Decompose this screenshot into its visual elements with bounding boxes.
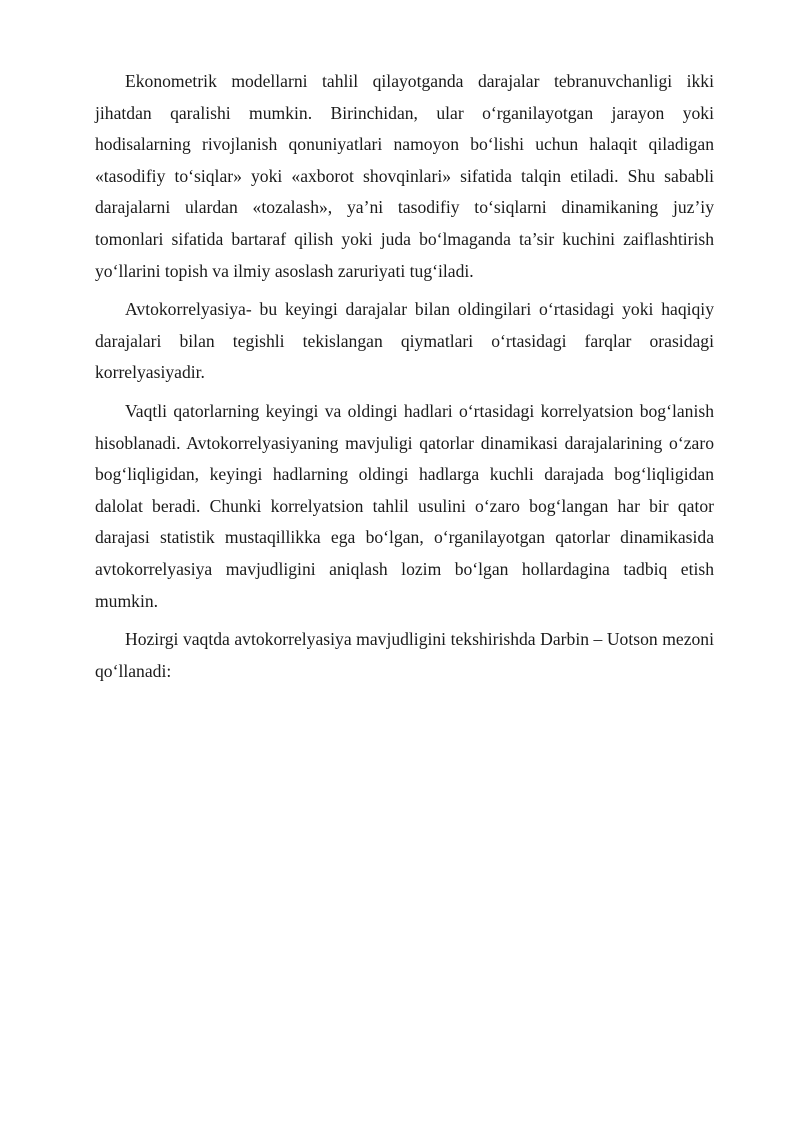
paragraph-2: Avtokorrelyasiya- bu keyingi darajalar bilan oldingilari o‘rtasidagi yoki haqiqiy darajalari bilan tegishli tekislangan qiymatlari o‘rtasidagi farqlar orasidagi korrelyasiyadir. [95, 299, 714, 383]
paragraph-4: Hozirgi vaqtda avtokorrelyasiya mavjudligini tekshirishda Darbin – Uotson mezoni qo‘llanadi: [95, 629, 714, 681]
document-page [95, 66, 714, 694]
paragraph-3: Vaqtli qatorlarning keyingi va oldingi hadlari o‘rtasidagi korrelyatsion bog‘lanish hisoblanadi. Avtokorrelyasiyaning mavjuligi qatorlar dinamikasi darajalarining o‘zaro bog‘liqligidan, keyingi hadlarning oldingi hadlarga kuchli darajada bog‘liqligidan dalolat beradi. Chunki korrelyatsion tahlil usulini o‘zaro bog‘langan har bir qator darajasi statistik mustaqillikka ega bo‘lgan, o‘rganilayotgan qatorlar dinamikasida avtokorrelyasiya mavjudligini aniqlash lozim bo‘lgan hollardagina tadbiq etish mumkin. [95, 400, 714, 611]
paragraph-1: Ekonometrik modellarni tahlil qilayotganda darajalar tebranuvchanligi ikki jihatdan qaralishi mumkin. Birinchidan, ular o‘rganilayotgan jarayon yoki hodisalarning rivojlanish qonuniyatlari namoyon bo‘lishi uchun halaqit qiladigan «tasodifiy to‘siqlar» yoki «axborot shovqinlari» sifatida talqin etiladi. Shu sababli darajalarni ulardan «tozalash», ya’ni tasodifiy to‘siqlarni dinamikaning juz’iy tomonlari sifatida bartaraf qilish yoki juda bo‘lmaganda ta’sir kuchini zaiflashtirish yo‘llarini topish va ilmiy asoslash zaruriyati tug‘iladi. [95, 71, 714, 281]
